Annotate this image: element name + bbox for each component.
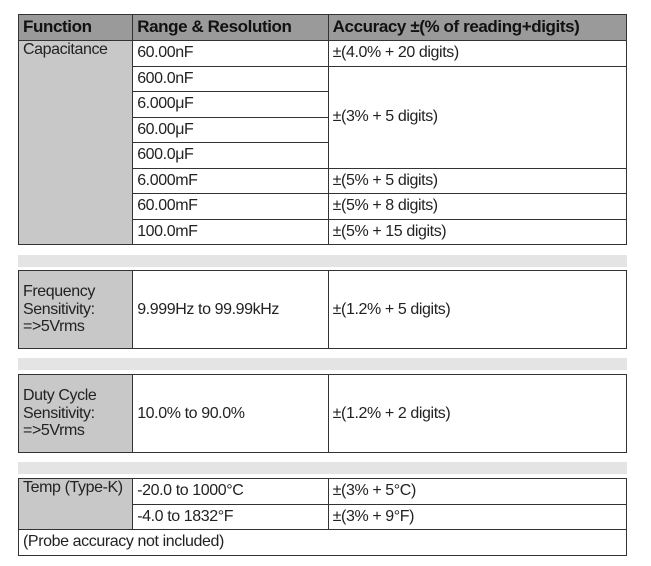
range-cell: -20.0 to 1000°C [133,479,328,505]
accuracy-cell: ±(3% + 9°F) [328,504,626,530]
table-row [19,271,627,349]
duty-cycle-label [19,375,133,453]
label-line: =>5Vrms [23,422,85,440]
temp-label: Temp (Type-K) [19,479,133,530]
range-cell: -4.0 to 1832°F [133,504,328,530]
range-cell: 600.0μF [133,143,328,169]
header-row [19,15,627,41]
accuracy-cell: ±(1.2% + 2 digits) [328,375,626,453]
accuracy-cell: ±(5% + 15 digits) [328,219,626,245]
table-separator [18,358,627,370]
range-cell: 60.00mF [133,194,328,220]
table-separator [18,462,627,474]
header-function: Function [19,15,133,41]
accuracy-cell: ±(5% + 5 digits) [328,168,626,194]
accuracy-cell: ±(3% + 5 digits) [328,66,626,168]
duty-cycle-spec-table [18,374,627,453]
table-row [19,375,627,453]
temperature-spec-table [18,478,627,556]
table-row [19,479,627,505]
frequency-spec-table [18,270,627,349]
table-row [19,41,627,67]
accuracy-cell: ±(1.2% + 5 digits) [328,271,626,349]
capacitance-spec-table [18,14,627,245]
frequency-label [19,271,133,349]
range-cell: 60.00μF [133,117,328,143]
range-cell: 6.000μF [133,92,328,118]
header-range: Range & Resolution [133,15,328,41]
accuracy-cell: ±(5% + 8 digits) [328,194,626,220]
probe-note: (Probe accuracy not included) [19,530,627,556]
range-cell: 100.0mF [133,219,328,245]
label-line: Duty Cycle [23,387,97,405]
table-row [19,530,627,556]
label-line: Sensitivity: [23,404,95,422]
range-cell: 6.000mF [133,168,328,194]
range-cell: 60.00nF [133,41,328,67]
label-line: Frequency [23,283,95,301]
range-cell: 10.0% to 90.0% [133,375,328,453]
capacitance-label: Capacitance [19,41,133,245]
table-separator [18,255,627,267]
header-accuracy: Accuracy ±(% of reading+digits) [328,15,626,41]
label-line: Sensitivity: [23,300,95,318]
label-line: =>5Vrms [23,318,85,336]
accuracy-cell: ±(3% + 5°C) [328,479,626,505]
range-cell: 9.999Hz to 99.99kHz [133,271,328,349]
accuracy-cell: ±(4.0% + 20 digits) [328,41,626,67]
range-cell: 600.0nF [133,66,328,92]
